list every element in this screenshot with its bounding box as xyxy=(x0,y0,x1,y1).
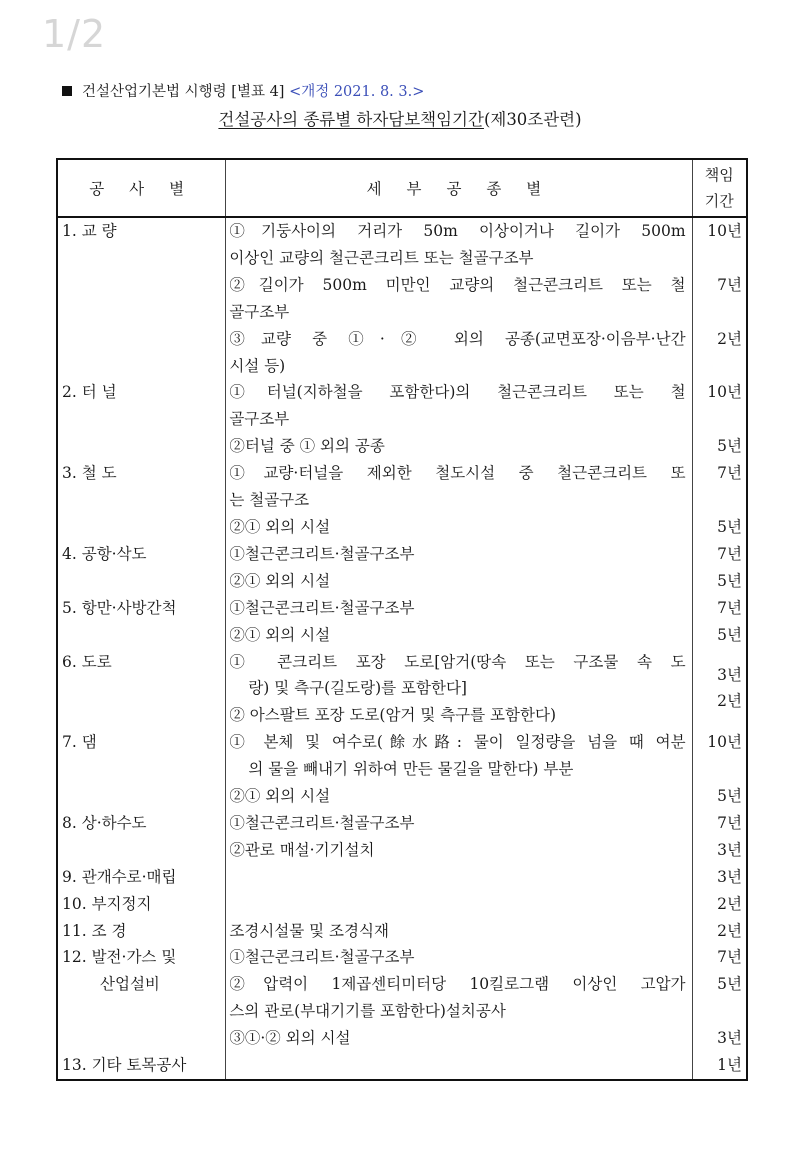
warranty-period-table xyxy=(56,158,748,1081)
table-row xyxy=(57,783,747,810)
detail-line: ②① 외의 시설 xyxy=(229,787,331,806)
detail-line: ①철근콘크리트·철골구조부 xyxy=(229,813,415,832)
detail-line: ①철근콘크리트·철골구조부 xyxy=(229,598,415,617)
table-row xyxy=(57,514,747,541)
period-cell xyxy=(692,568,747,595)
detail-line: ① 본체 및 여수로(餘水路: 물이 일정량을 넘을 때 여분 xyxy=(229,733,686,752)
detail-line: ③교량 중 ①·② 외의 공종(교면포장·이음부·난간 xyxy=(229,329,686,348)
detail-line: ①터널(지하철을 포함한다)의 철근콘크리트 또는 철 xyxy=(229,383,686,402)
construction-type-cell xyxy=(57,433,226,460)
period-value-secondary: 2년 xyxy=(717,692,742,711)
revision-date: <개정 2021. 8. 3.> xyxy=(289,84,425,100)
construction-type-cell: 10. 부지정지 xyxy=(57,891,226,918)
detail-line: ① 콘크리트 포장 도로[암거(땅속 또는 구조물 속 도 xyxy=(229,652,686,671)
detail-type-cell xyxy=(226,460,692,514)
detail-line: 골구조부 xyxy=(229,410,290,429)
period-cell xyxy=(692,217,747,272)
period-cell xyxy=(692,622,747,649)
period-value: 5년 xyxy=(717,625,742,644)
detail-line xyxy=(226,891,691,918)
table-row xyxy=(57,433,747,460)
period-cell xyxy=(692,864,747,891)
detail-line: ②① 외의 시설 xyxy=(229,625,331,644)
construction-type-cell: 3. 철 도 xyxy=(57,460,226,514)
construction-type-cell xyxy=(57,1025,226,1052)
detail-type-cell xyxy=(226,918,692,945)
detail-line: ①철근콘크리트·철골구조부 xyxy=(229,544,415,563)
detail-type-cell xyxy=(226,433,692,460)
detail-type-cell xyxy=(226,568,692,595)
detail-line: ①교량·터널을 제외한 철도시설 중 철근콘크리트 또 xyxy=(229,464,686,483)
period-value: 3년 xyxy=(717,867,742,886)
period-cell xyxy=(692,272,747,326)
page-indicator: 1/2 xyxy=(42,12,107,56)
period-value: 7년 xyxy=(717,275,742,294)
period-value: 5년 xyxy=(717,517,742,536)
table-row xyxy=(57,810,747,837)
detail-line: ②① 외의 시설 xyxy=(229,517,331,536)
detail-type-cell xyxy=(226,541,692,568)
table-row xyxy=(57,837,747,864)
period-cell xyxy=(692,514,747,541)
construction-type-cell: 산업설비 xyxy=(57,971,226,1025)
period-cell xyxy=(692,460,747,514)
detail-line: 랑) 및 측구(길도랑)를 포함한다] xyxy=(248,679,467,698)
detail-line: 골구조부 xyxy=(229,302,290,321)
detail-line: ①철근콘크리트·철골구조부 xyxy=(229,948,415,967)
period-value: 7년 xyxy=(717,948,742,967)
table-row xyxy=(57,971,747,1025)
construction-type-cell: 4. 공항·삭도 xyxy=(57,541,226,568)
header-period: 책임 기간 xyxy=(692,159,747,217)
table-row xyxy=(57,326,747,380)
period-value: 2년 xyxy=(717,921,742,940)
detail-line: 이상인 교량의 철근콘크리트 또는 철골구조부 xyxy=(229,248,534,267)
detail-type-cell xyxy=(226,649,692,730)
table-row xyxy=(57,541,747,568)
table-row xyxy=(57,944,747,971)
detail-type-cell xyxy=(226,891,692,918)
construction-type-cell: 13. 기타 토목공사 xyxy=(57,1052,226,1080)
period-cell xyxy=(692,433,747,460)
period-cell xyxy=(692,918,747,945)
period-value: 7년 xyxy=(717,598,742,617)
detail-type-cell xyxy=(226,217,692,272)
construction-type-cell: 9. 관개수로·매립 xyxy=(57,864,226,891)
table-row xyxy=(57,460,747,514)
detail-line: ①기둥사이의 거리가 50m 이상이거나 길이가 500m xyxy=(229,222,686,240)
detail-line xyxy=(226,1052,691,1079)
detail-line: ②터널 중 ① 외의 공종 xyxy=(229,437,385,456)
document-title xyxy=(0,106,800,130)
construction-type-cell: 7. 댐 xyxy=(57,729,226,783)
detail-type-cell xyxy=(226,272,692,326)
period-value: 3년 xyxy=(717,665,742,684)
detail-type-cell xyxy=(226,810,692,837)
period-cell xyxy=(692,1052,747,1080)
construction-type-cell xyxy=(57,272,226,326)
period-cell xyxy=(692,1025,747,1052)
table-row xyxy=(57,622,747,649)
detail-line: 스의 관로(부대기기를 포함한다)설치공사 xyxy=(229,1002,506,1021)
title-main: 건설공사의 종류별 하자담보책임기간 xyxy=(218,110,484,129)
period-cell xyxy=(692,326,747,380)
construction-type-cell: 5. 항만·사방간척 xyxy=(57,595,226,622)
detail-type-cell xyxy=(226,837,692,864)
period-value: 3년 xyxy=(717,1029,742,1048)
detail-line: 조경시설물 및 조경식재 xyxy=(229,921,389,940)
construction-type-cell xyxy=(57,783,226,810)
table-row xyxy=(57,864,747,891)
detail-type-cell xyxy=(226,514,692,541)
detail-type-cell xyxy=(226,783,692,810)
period-value: 5년 xyxy=(717,571,742,590)
period-value: 1년 xyxy=(717,1056,742,1075)
construction-type-cell xyxy=(57,837,226,864)
detail-line: 는 철골구조 xyxy=(229,491,310,510)
period-value: 7년 xyxy=(717,813,742,832)
table-row xyxy=(57,1025,747,1052)
detail-line: ②압력이 1제곱센티미터당 10킬로그램 이상인 고압가 xyxy=(229,975,686,994)
construction-type-cell xyxy=(57,326,226,380)
period-cell xyxy=(692,649,747,730)
period-cell xyxy=(692,541,747,568)
square-bullet-icon xyxy=(62,86,72,96)
period-value: 10년 xyxy=(707,733,742,752)
table-body xyxy=(57,217,747,1080)
detail-type-cell xyxy=(226,864,692,891)
period-value: 5년 xyxy=(717,437,742,456)
detail-line: ③①·② 외의 시설 xyxy=(229,1029,351,1048)
period-cell xyxy=(692,810,747,837)
table-row xyxy=(57,729,747,783)
construction-type-cell: 11. 조 경 xyxy=(57,918,226,945)
table-row xyxy=(57,649,747,730)
detail-type-cell xyxy=(226,595,692,622)
period-cell xyxy=(692,379,747,433)
period-value: 5년 xyxy=(717,787,742,806)
period-value: 5년 xyxy=(717,975,742,994)
detail-type-cell xyxy=(226,1052,692,1080)
table-row xyxy=(57,379,747,433)
detail-type-cell xyxy=(226,971,692,1025)
period-value: 10년 xyxy=(707,222,742,240)
construction-type-cell: 1. 교 량 xyxy=(57,217,226,272)
period-cell xyxy=(692,891,747,918)
detail-type-cell xyxy=(226,622,692,649)
table-row xyxy=(57,217,747,272)
detail-line: ②① 외의 시설 xyxy=(229,571,331,590)
period-cell xyxy=(692,837,747,864)
period-cell xyxy=(692,971,747,1025)
law-header xyxy=(62,80,424,101)
period-value: 2년 xyxy=(717,894,742,913)
table-row xyxy=(57,1052,747,1080)
construction-type-cell: 6. 도로 xyxy=(57,649,226,730)
period-value: 2년 xyxy=(717,329,742,348)
construction-type-cell xyxy=(57,568,226,595)
detail-type-cell xyxy=(226,729,692,783)
construction-type-cell: 12. 발전·가스 및 xyxy=(57,944,226,971)
detail-line: ②관로 매설·기기설치 xyxy=(229,840,375,859)
period-cell xyxy=(692,729,747,783)
table-row xyxy=(57,891,747,918)
title-sub: (제30조관련) xyxy=(483,110,582,129)
period-value: 10년 xyxy=(707,383,742,402)
table-header-row xyxy=(57,159,747,217)
period-cell xyxy=(692,944,747,971)
header-detail-type: 세 부 공 종 별 xyxy=(226,159,692,217)
construction-type-cell xyxy=(57,514,226,541)
detail-type-cell xyxy=(226,944,692,971)
detail-type-cell xyxy=(226,326,692,380)
detail-line: ② 아스팔트 포장 도로(암거 및 측구를 포함한다) xyxy=(229,706,556,725)
table-row xyxy=(57,595,747,622)
header-construction-type: 공 사 별 xyxy=(57,159,226,217)
period-cell xyxy=(692,595,747,622)
law-name: 건설산업기본법 시행령 [별표 4] xyxy=(82,84,285,100)
table-row xyxy=(57,272,747,326)
detail-type-cell xyxy=(226,379,692,433)
period-value: 7년 xyxy=(717,464,742,483)
table-row xyxy=(57,918,747,945)
construction-type-cell: 2. 터 널 xyxy=(57,379,226,433)
construction-type-cell: 8. 상·하수도 xyxy=(57,810,226,837)
detail-type-cell xyxy=(226,1025,692,1052)
construction-type-cell xyxy=(57,622,226,649)
detail-line: 시설 등) xyxy=(229,356,286,375)
period-value: 3년 xyxy=(717,840,742,859)
table-row xyxy=(57,568,747,595)
period-cell xyxy=(692,783,747,810)
detail-line: 의 물을 빼내기 위하여 만든 물길을 말한다) 부분 xyxy=(248,760,574,779)
period-value: 7년 xyxy=(717,544,742,563)
detail-line: ②길이가 500m 미만인 교량의 철근콘크리트 또는 철 xyxy=(229,275,686,294)
detail-line xyxy=(226,864,691,891)
